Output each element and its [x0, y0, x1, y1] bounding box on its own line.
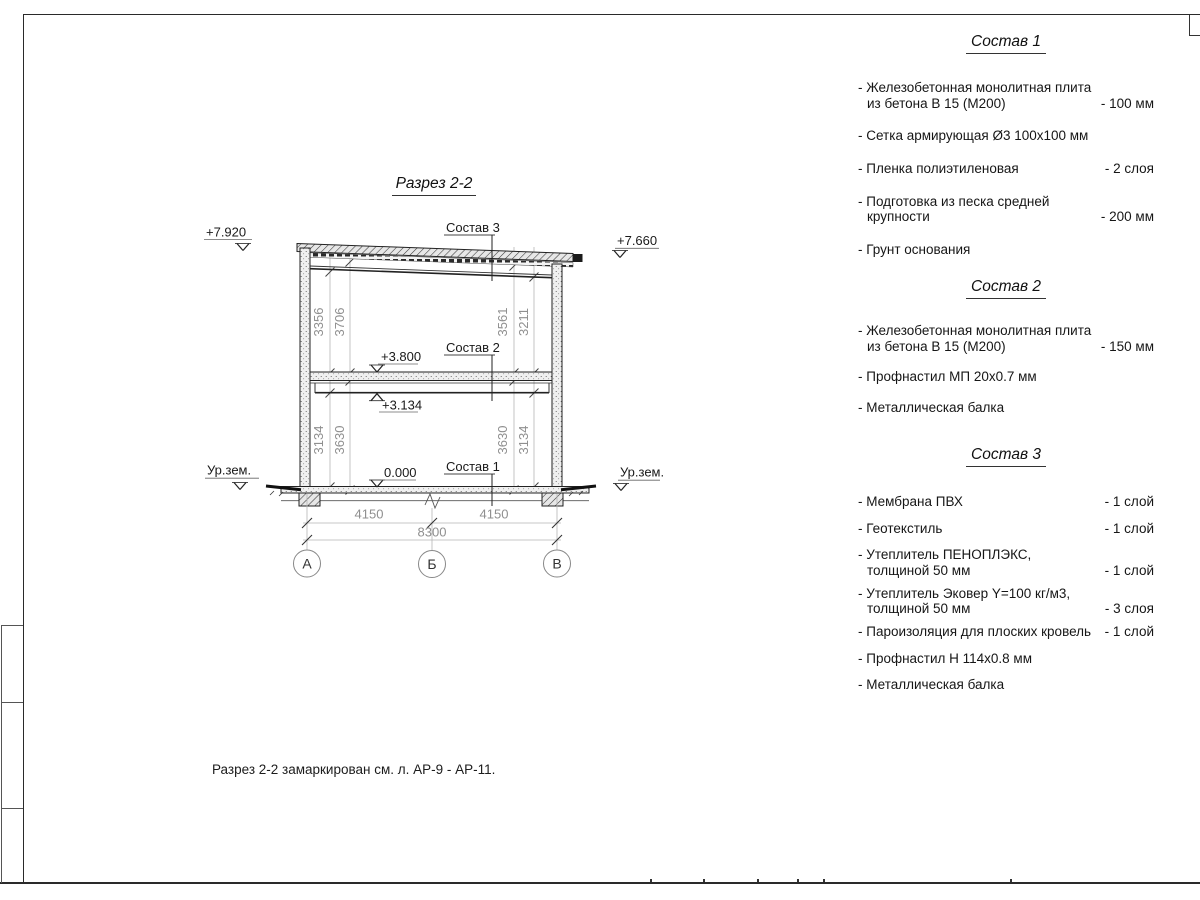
svg-text:3706: 3706: [332, 307, 347, 337]
building-section-drawing: [190, 215, 690, 590]
footnote: Разрез 2-2 замаркирован см. л. АР-9 - АР-11.: [212, 762, 496, 777]
spec-item: - Пароизоляция для плоских кровель - 1 слой: [858, 623, 1154, 639]
spec-item: - Мембрана ПВХ - 1 слой: [858, 493, 1154, 509]
spec-section-1-title: Состав 1: [858, 33, 1154, 54]
foundation-block-left: [299, 493, 320, 506]
spec-item: - Утеплитель ПЕНОПЛЭКС, толщиной 50 мм - 1 слой: [858, 547, 1154, 578]
spec-item: - Металлическая балка: [858, 399, 1005, 415]
ground-level-label-right: Ур.зем.: [620, 464, 665, 480]
svg-text:3630: 3630: [332, 425, 347, 455]
svg-text:3561: 3561: [495, 307, 510, 337]
spec-item: - Металлическая балка: [858, 677, 1005, 693]
stamp-tick: [703, 879, 705, 882]
roof-assembly: [297, 244, 583, 279]
spec-item: - Пленка полиэтиленовая - 2 слоя: [858, 160, 1154, 176]
spec-section-1: [858, 33, 1154, 275]
svg-text:3134: 3134: [516, 425, 531, 455]
corner-box: [1189, 15, 1200, 36]
filing-margin-edge: [1, 625, 2, 883]
svg-text:3134: 3134: [311, 425, 326, 455]
roof-edge-cap: [573, 254, 583, 262]
elevation-beam: +3.134: [382, 397, 423, 413]
svg-text:3630: 3630: [495, 425, 510, 455]
dim-4150-right: 4150: [479, 506, 509, 522]
horizontal-dimensions: [302, 494, 562, 550]
spec-item: - Грунт основания: [858, 241, 971, 257]
ground-level: [266, 486, 596, 508]
spec-section-2-title: Состав 2: [858, 278, 1154, 299]
ground-slab: [281, 487, 589, 494]
spec-section-3: [858, 446, 1154, 704]
spec-item: - Железобетонная монолитная плита из бетона В 15 (М200) - 100 мм: [858, 79, 1154, 111]
filing-margin-divider: [1, 625, 23, 626]
mid-floor: [310, 372, 552, 393]
elevation-symbols: [232, 244, 629, 491]
section-title: [375, 175, 493, 196]
leader-sostav3: Состав 3: [446, 220, 500, 235]
section-title-text: Разрез 2-2: [392, 175, 477, 196]
break-symbol: [425, 494, 440, 508]
frame-bottom-border: [0, 882, 1200, 884]
ground-level-label-left: Ур.зем.: [207, 462, 252, 478]
frame-top-border: [23, 14, 1200, 15]
mid-floor-slab: [310, 372, 552, 381]
svg-text:3356: 3356: [311, 307, 326, 337]
leader-sostav1: Состав 1: [446, 459, 500, 474]
spec-item: - Железобетонная монолитная плита из бетона В 15 (М200) - 150 мм: [858, 322, 1154, 354]
spec-item: - Сетка армирующая Ø3 100x100 мм: [858, 128, 1089, 144]
frame-left-border: [23, 14, 24, 883]
spec-item: - Утеплитель Эковер Y=100 кг/м3, толщиной 50 мм - 3 слоя: [858, 585, 1154, 617]
stamp-tick: [1010, 879, 1012, 882]
spec-section-3-title: Состав 3: [858, 446, 1154, 467]
right-wall: [552, 264, 562, 490]
leader-sostav2: Состав 2: [446, 340, 500, 355]
filing-margin-divider: [1, 808, 23, 809]
elevation-roof-right: +7.660: [617, 233, 658, 248]
stamp-tick: [797, 879, 799, 882]
axis-label-a: А: [302, 555, 312, 572]
axis-label-v: В: [552, 555, 562, 572]
spec-item: - Подготовка из песка средней крупности - 200 мм: [858, 193, 1154, 225]
stamp-tick: [757, 879, 759, 882]
axis-bubbles: [294, 550, 571, 578]
elevation-zero: 0.000: [384, 465, 417, 480]
stamp-tick: [823, 879, 825, 882]
spec-item: - Профнастил МП 20x0.7 мм: [858, 369, 1037, 385]
left-wall: [300, 248, 310, 490]
elevation-roof-left: +7.920: [206, 224, 247, 240]
dim-4150-left: 4150: [354, 506, 384, 522]
elevation-labels: [206, 225, 664, 481]
svg-text:3211: 3211: [516, 308, 531, 336]
stamp-tick: [650, 879, 652, 882]
elevation-underlines: [204, 240, 660, 481]
filing-margin-divider: [1, 702, 23, 703]
spec-item: - Геотекстиль - 1 слой: [858, 520, 1154, 536]
dim-8300-total: 8300: [417, 524, 447, 540]
foundation-block-right: [542, 493, 563, 506]
axis-label-b: Б: [427, 556, 437, 572]
elevation-floor: +3.800: [381, 349, 422, 364]
spec-section-2: [858, 278, 1154, 431]
spec-item: - Профнастил Н 114x0.8 мм: [858, 650, 1032, 666]
